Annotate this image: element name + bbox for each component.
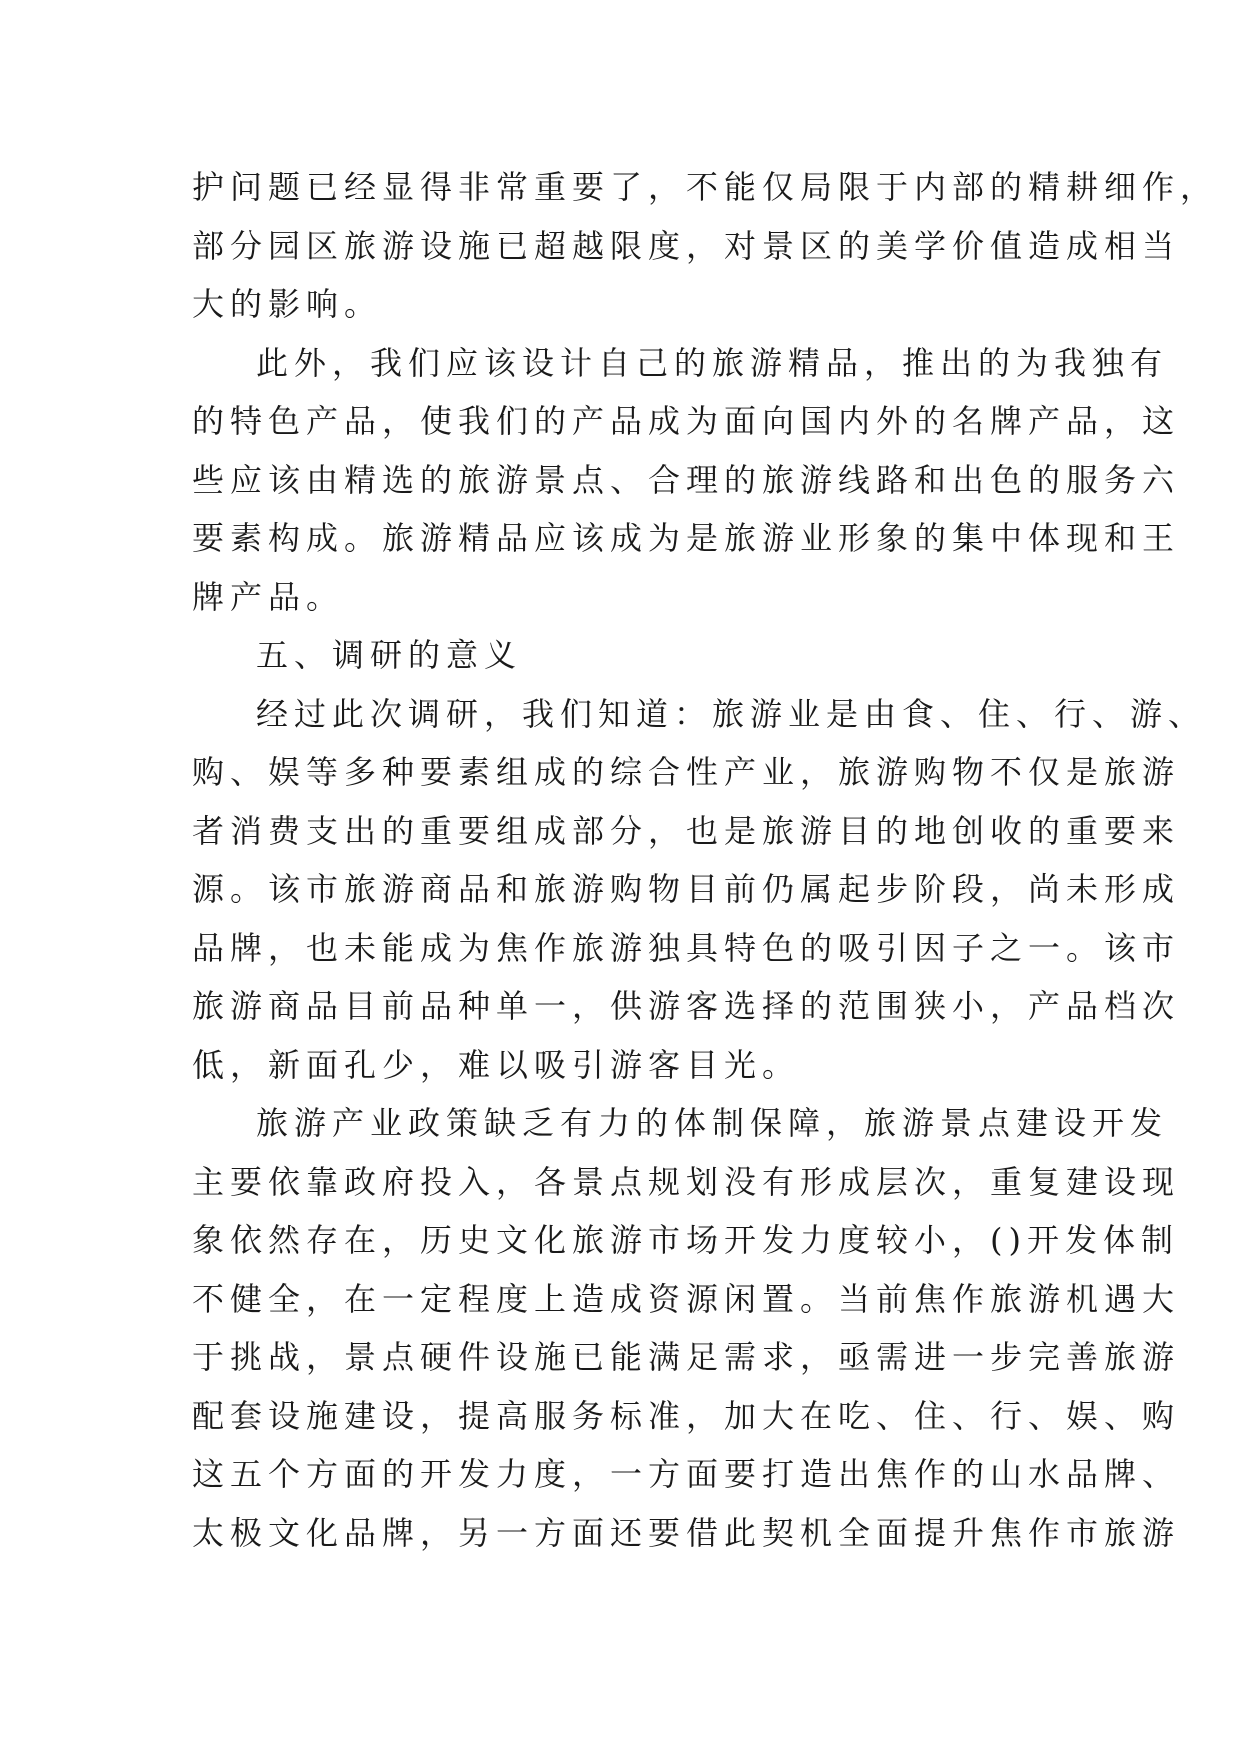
paragraph-first-line: 此外，我们应该设计自己的旅游精品，推出的为我独有 [256, 343, 1169, 382]
text-line: 太极文化品牌，另一方面还要借此契机全面提升焦作市旅游 [192, 1513, 1181, 1552]
section-heading: 五、调研的意义 [256, 636, 523, 674]
text-line: 象依然存在，历史文化旅游市场开发力度较小，()开发体制 [192, 1221, 1179, 1259]
paragraph-first-line: 旅游产业政策缺乏有力的体制保障，旅游景点建设开发 [256, 1104, 1169, 1142]
text-line: 低，新面孔少，难以吸引游客目光。 [192, 1045, 801, 1084]
text-line: 者消费支出的重要组成部分，也是旅游目的地创收的重要来 [192, 811, 1181, 850]
text-line: 配套设施建设，提高服务标准，加大在吃、住、行、娱、购 [192, 1396, 1181, 1435]
text-line: 购、娱等多种要素组成的综合性产业，旅游购物不仅是旅游 [192, 753, 1181, 791]
text-line: 不健全，在一定程度上造成资源闲置。当前焦作旅游机遇大 [192, 1279, 1181, 1318]
text-line: 这五个方面的开发力度，一方面要打造出焦作的山水品牌、 [192, 1455, 1181, 1493]
text-line: 护问题已经显得非常重要了，不能仅局限于内部的精耕细作， [192, 168, 1219, 206]
text-line: 牌产品。 [192, 577, 345, 616]
text-line: 于挑战，景点硬件设施已能满足需求，亟需进一步完善旅游 [192, 1338, 1181, 1376]
text-line: 的特色产品，使我们的产品成为面向国内外的名牌产品，这 [192, 402, 1181, 440]
text-line: 主要依靠政府投入，各景点规划没有形成层次，重复建设现 [192, 1162, 1181, 1201]
text-line: 品牌，也未能成为焦作旅游独具特色的吸引因子之一。该市 [192, 928, 1181, 967]
text-line: 要素构成。旅游精品应该成为是旅游业形象的集中体现和王 [192, 519, 1181, 557]
text-line: 大的影响。 [192, 285, 383, 323]
paragraph-first-line: 经过此次调研，我们知道：旅游业是由食、住、行、游、 [256, 694, 1207, 733]
text-line: 部分园区旅游设施已超越限度，对景区的美学价值造成相当 [192, 226, 1181, 265]
text-line: 些应该由精选的旅游景点、合理的旅游线路和出色的服务六 [192, 460, 1181, 499]
text-line: 旅游商品目前品种单一，供游客选择的范围狭小，产品档次 [192, 987, 1181, 1025]
text-line: 源。该市旅游商品和旅游购物目前仍属起步阶段，尚未形成 [192, 870, 1181, 908]
document-body [192, 158, 1219, 1562]
